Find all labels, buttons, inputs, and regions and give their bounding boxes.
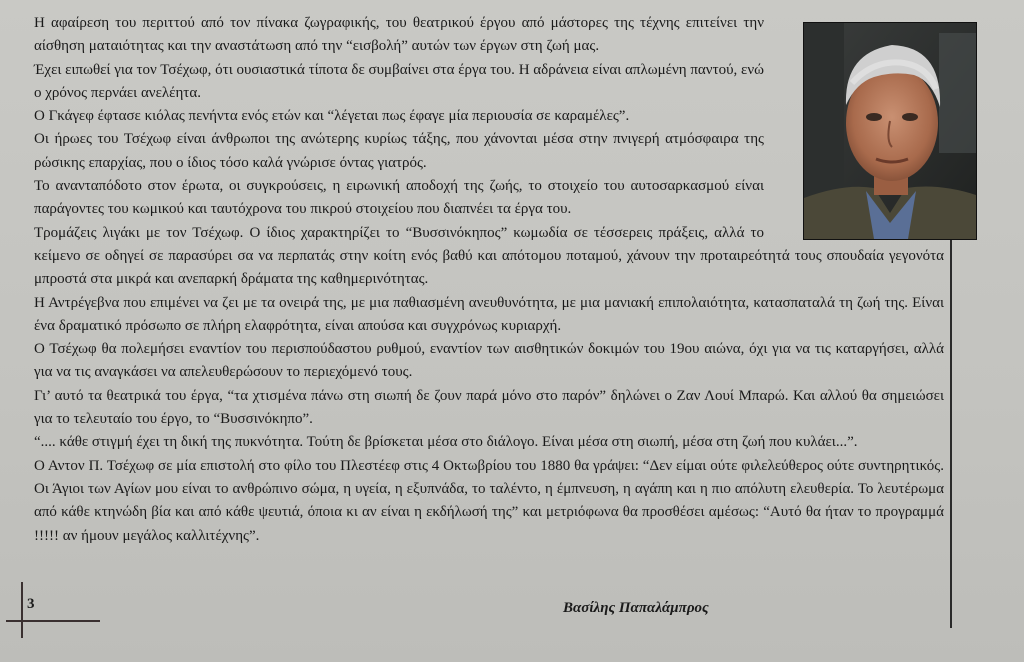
- right-vertical-rule: [950, 240, 952, 628]
- paragraph: Γι’ αυτό τα θεατρικά του έργα, “τα χτισμένα πάνω στη σιωπή δε ζουν παρά μόνο στο παρόν” δηλώνει ο Ζαν Λουί Μπαρώ. Και αλλού θα σημειώσει για το τελευταίο του έργο, το “Βυσσινόκηπο”.: [34, 387, 944, 428]
- paragraph: Ο Τσέχωφ θα πολεμήσει εναντίον του περισπούδαστου ρυθμού, εναντίον των αισθητικών δοκιμών του 19ου αιώνα, όχι για να τις καταργήσει, αλλά για να τις αναγκάσει να απελευθερώσουν το περιεχόμενό τους.: [34, 341, 944, 381]
- author-photo: [803, 22, 977, 240]
- author-signature: Βασίλης Παπαλάμπρος: [563, 600, 709, 616]
- paragraph: “.... κάθε στιγμή έχει τη δική της πυκνότητα. Τούτη δε βρίσκεται μέσα στο διάλογο. Είναι μέσα στη σιωπή, μέσα στη ζωή που κυλάει...”.: [34, 434, 858, 451]
- paragraph: Οι ήρωες του Τσέχωφ είναι άνθρωποι της ανώτερης κυρίως τάξης, που χάνονται μέσα στην πνιγερή ατμόσφαιρα της ρώσικης επαρχίας, που ο ίδιος τόσο καλά γνώρισε όντας γιατρός.: [34, 131, 764, 171]
- paragraph: Το ανανταπόδοτο στον έρωτα, οι συγκρούσεις, η ειρωνική αποδοχή της ζωής, το στοιχείο του αυτοσαρκασμού είναι παράγοντες του κωμικού και ταυτόχρονα του πικρού στοιχείου που διαπνέει τα έργα του.: [34, 178, 764, 218]
- paragraph: Ο Γκάγεφ έφτασε κιόλας πενήντα ενός ετών και “λέγεται πως έφαγε μία περιουσία σε καραμέλες”.: [34, 108, 630, 125]
- paragraph: Ο Αντον Π. Τσέχωφ σε μία επιστολή στο φίλο του Πλεστέεφ στις 4 Οκτωβρίου του 1880 θα γράψει: “Δεν είμαι ούτε φιλελεύθερος ούτε συντηρητικός. Οι Άγιοι των Αγίων μου είναι το ανθρώπινο σώμα, η υγεία, η εξυπνάδα, το ταλέντο, η έμπνευση, η αγάπη και η πιο απόλυτη ελευθερία. Το λευτέρωμα από κάθε κτηνώδη βία και από κάθε ψευτιά, όποια κι αν είναι η εκδήλωσή της” και μετριόφωνα θα προσθέσει αμέσως: “Αυτό θα ήταν το προγραμμά !!!!! αν ήμουν μεγάλος καλλιτέχνης”.: [34, 457, 944, 544]
- paragraph: Η Αντρέγεβνα που επιμένει να ζει με τα ονειρά της, με μια παθιασμένη ανευθυνότητα, με μια μανιακή επιπολαιότητα, κατασπαταλά τη ζωή της. Είναι ένα δραματικό πρόσωπο σε πλήρη ελαφρότητα, είναι απούσα και συγχρόνως κυριαρχή.: [34, 294, 944, 334]
- page-number: 3: [27, 596, 35, 612]
- portrait-image: [804, 23, 976, 239]
- paragraph: Η αφαίρεση του περιττού από τον πίνακα ζωγραφικής, του θεατρικού έργου από μάστορες της τέχνης επιτείνει την αίσθηση ματαιότητας και την αναστάτωση από την “εισβολή” αυτών των έργων στη ζωή μας.: [34, 15, 764, 55]
- corner-horizontal-rule: [6, 620, 100, 622]
- paragraph: Έχει ειπωθεί για τον Τσέχωφ, ότι ουσιαστικά τίποτα δε συμβαίνει στα έργα του. Η αδράνεια είναι απλωμένη παντού, ενώ ο χρόνος περνάει ανελέητα.: [34, 61, 764, 101]
- corner-vertical-rule: [21, 582, 23, 638]
- paragraph: Τρομάζεις λιγάκι με τον Τσέχωφ. Ο ίδιος χαρακτηρίζει το “Βυσσινόκηπος” κωμωδία σε τέσσερεις πράξεις, αλλά το κείμενο σε οδηγεί σε παρασύρει σα να περπατάς στην κοίτη ενός βαθύ και απότομου ποταμού, χάνουν την προταιρεότητά τους σπουδαία γεγονότα μπροστά στα μικρά και ανεπαρκή δράματα της καθημερινότητας.: [34, 224, 944, 288]
